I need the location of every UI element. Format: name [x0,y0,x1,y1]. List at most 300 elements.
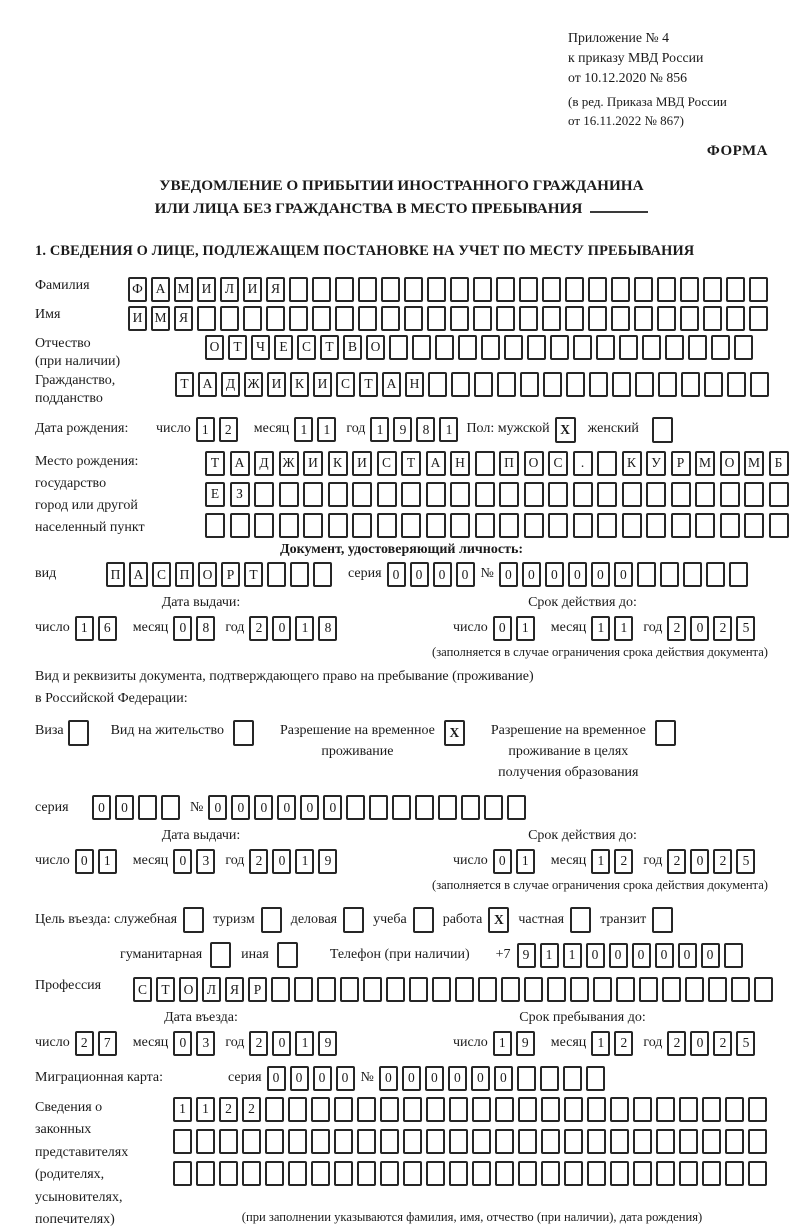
char-box [138,795,157,820]
char-box [357,1129,376,1154]
char-box: С [336,372,355,397]
char-box: 0 [387,562,406,587]
char-box [334,1129,353,1154]
stay-until-col [427,1009,768,1055]
char-box [403,1097,422,1122]
visa-group [35,720,89,746]
char-box [451,372,470,397]
char-box: С [377,451,397,476]
char-box [769,482,789,507]
char-box: О [205,335,224,360]
char-box [662,977,681,1002]
purpose-private-checkbox [570,907,591,933]
series-label: серия [228,1070,262,1086]
doc-expiry-col [427,594,768,660]
char-box [196,1129,215,1154]
char-box [671,482,691,507]
issue-date-heading: Дата выдачи: [161,595,241,611]
day-label: число [156,421,191,437]
char-box [685,977,704,1002]
char-box: 0 [701,943,720,968]
char-box: 5 [736,1031,755,1056]
char-box: 1 [196,1097,215,1122]
char-box: 0 [313,1066,332,1091]
char-box [769,513,789,538]
purpose-other-checkbox [277,942,298,968]
char-box: Ч [251,335,270,360]
char-box [358,277,377,302]
char-box [611,277,630,302]
char-box: Т [359,372,378,397]
char-box: 0 [323,795,342,820]
char-box [524,977,543,1002]
char-box [708,977,727,1002]
char-box [289,306,308,331]
char-box: 2 [219,417,238,442]
char-box: 0 [690,849,709,874]
tourism-label: туризм [213,912,255,928]
char-box [377,513,397,538]
char-box [744,513,764,538]
char-box [210,942,231,968]
char-box [610,1129,629,1154]
doc-issue-month [173,616,219,641]
char-box [727,372,746,397]
char-box [570,907,591,933]
char-box [499,513,519,538]
char-box: 2 [713,1031,732,1056]
char-box: 9 [318,849,337,874]
study-label: учеба [373,912,407,928]
char-box: 0 [267,1066,286,1091]
char-box [219,1161,238,1186]
char-box: 0 [632,943,651,968]
appendix-line: от 16.11.2022 № 867) [568,113,685,128]
char-box: 0 [75,849,94,874]
char-box [412,335,431,360]
char-box [358,306,377,331]
char-box [475,451,495,476]
char-box [381,277,400,302]
char-box: К [328,451,348,476]
valid-note: (заполняется в случае ограничения срока действия документа) [432,644,768,659]
char-box: О [366,335,385,360]
year-label: год [225,852,245,868]
char-box: 0 [471,1066,490,1091]
char-box [656,1161,675,1186]
char-box [596,335,615,360]
char-box [679,1097,698,1122]
permit-row [35,720,768,783]
char-box [665,335,684,360]
char-box: 0 [522,562,541,587]
profession-boxes [133,977,777,1002]
birth-date-row [35,417,768,443]
char-box: А [230,451,250,476]
char-box: 2 [614,849,633,874]
profession-row [35,977,768,1002]
char-box: А [382,372,401,397]
citizenship-boxes [175,372,773,397]
appendix-line: (в ред. Приказа МВД России [568,94,727,109]
char-box [334,1097,353,1122]
char-box [520,372,539,397]
birth-date-label: Дата рождения: [35,421,129,437]
day-label: число [453,1035,488,1051]
char-box [652,417,673,443]
char-box [473,277,492,302]
char-box: 0 [208,795,227,820]
char-box: Т [205,451,225,476]
char-box: И [128,306,147,331]
char-box: В [343,335,362,360]
entry-day [75,1031,121,1056]
month-label: месяц [550,1035,587,1051]
char-box: Б [769,451,789,476]
humanitarian-label: гуманитарная [120,947,203,963]
char-box [681,372,700,397]
char-box: 9 [516,1031,535,1056]
char-box [726,306,745,331]
char-box: X [555,417,576,443]
identity-doc-heading: Документ, удостоверяющий личность: [279,541,524,557]
char-box [610,1161,629,1186]
char-box [725,1161,744,1186]
number-label: № [190,799,204,815]
residence-permit-group [111,720,254,746]
char-box [312,306,331,331]
char-box [380,1097,399,1122]
char-box [726,277,745,302]
char-box [616,977,635,1002]
char-box [161,795,180,820]
char-box [564,1129,583,1154]
char-box [622,513,642,538]
char-box [173,1129,192,1154]
char-box: Т [401,451,421,476]
char-box: М [151,306,170,331]
appendix-line: от 10.12.2020 № 856 [568,70,688,85]
char-box [196,1161,215,1186]
char-box [403,1129,422,1154]
char-box: У [646,451,666,476]
char-box [317,977,336,1002]
char-box [450,277,469,302]
char-box [703,306,722,331]
char-box [754,977,773,1002]
sex-female-label: женский [587,421,639,437]
char-box: А [129,562,148,587]
char-box [401,482,421,507]
char-box: 0 [586,943,605,968]
phone-boxes [517,943,747,968]
identity-doc-row [35,562,768,587]
series-label: серия [348,566,382,582]
char-box: 1 [370,417,389,442]
doc-kind-boxes [106,562,336,587]
char-box: И [267,372,286,397]
char-box [518,1161,537,1186]
char-box [481,335,500,360]
char-box [542,277,561,302]
char-box [413,907,434,933]
birth-place-block [35,451,783,539]
char-box [450,482,470,507]
char-box: Т [320,335,339,360]
day-label: число [35,852,70,868]
birth-year-boxes [370,417,462,442]
valid-note: (заполняется в случае ограничения срока действия документа) [432,877,768,892]
char-box: 1 [493,1031,512,1056]
char-box [380,1161,399,1186]
name-label: Имя [35,306,61,322]
char-box [242,1129,261,1154]
migration-card-row [35,1066,768,1091]
char-box [688,335,707,360]
private-label: частная [518,912,565,928]
surname-boxes [128,277,772,302]
char-box: С [548,451,568,476]
char-box: 0 [402,1066,421,1091]
doc-expiry-year [667,616,759,641]
char-box: 2 [249,1031,268,1056]
char-box [380,1129,399,1154]
char-box: Я [225,977,244,1002]
doc-kind-label: вид [35,566,57,582]
char-box [731,977,750,1002]
transit-label: транзит [600,912,647,928]
doc-issue-year [249,616,341,641]
char-box [427,277,446,302]
char-box [335,277,354,302]
char-box [540,1066,559,1091]
migration-number-boxes [379,1066,609,1091]
page-title-line1: УВЕДОМЛЕНИЕ О ПРИБЫТИИ ИНОСТРАННОГО ГРАЖДАНИНА [159,176,644,194]
char-box [563,1066,582,1091]
char-box [426,1129,445,1154]
char-box [703,277,722,302]
char-box: И [303,451,323,476]
temp-residence-edu-group [491,720,676,783]
char-box [254,482,274,507]
patronymic-label: Отчество (при наличии) [35,335,121,370]
char-box [303,513,323,538]
char-box [543,372,562,397]
char-box: Я [266,277,285,302]
char-box [586,1066,605,1091]
char-box: 8 [318,616,337,641]
name-boxes [128,306,772,331]
char-box: С [133,977,152,1002]
resid-expiry-year [667,849,759,874]
representatives-boxes-2 [173,1129,771,1154]
char-box [612,372,631,397]
entry-month [173,1031,219,1056]
char-box: 1 [196,417,215,442]
char-box [729,562,748,587]
char-box [660,562,679,587]
char-box [597,513,617,538]
char-box [472,1097,491,1122]
char-box [455,977,474,1002]
char-box [294,977,313,1002]
char-box [748,1129,767,1154]
number-label: № [480,566,494,582]
char-box: О [179,977,198,1002]
char-box [517,1066,536,1091]
char-box [749,277,768,302]
char-box [725,1129,744,1154]
char-box [472,1161,491,1186]
resid-issue-year [249,849,341,874]
char-box [656,1097,675,1122]
char-box: П [175,562,194,587]
char-box [449,1129,468,1154]
char-box: П [499,451,519,476]
char-box [340,977,359,1002]
char-box [261,907,282,933]
char-box [695,482,715,507]
char-box [679,1161,698,1186]
char-box: С [152,562,171,587]
resid-series-boxes [92,795,184,820]
char-box [458,335,477,360]
char-box: М [744,451,764,476]
sex-male-checkbox [555,417,576,443]
char-box [527,335,546,360]
representatives-boxes-1 [173,1097,771,1122]
char-box [547,977,566,1002]
char-box: 1 [591,1031,610,1056]
char-box: 0 [690,616,709,641]
char-box: 0 [690,1031,709,1056]
char-box [472,1129,491,1154]
char-box [389,335,408,360]
doc-issue-col [35,594,427,660]
issue-date-heading: Дата выдачи: [161,828,241,844]
char-box: 2 [667,1031,686,1056]
resid-series-row [35,795,768,820]
char-box [519,306,538,331]
citizenship-row [35,372,768,409]
char-box: Ф [128,277,147,302]
char-box [702,1097,721,1122]
char-box [680,277,699,302]
char-box: 6 [98,616,117,641]
char-box: Е [274,335,293,360]
page-title [35,174,768,220]
char-box [496,306,515,331]
char-box [484,795,503,820]
appendix-line: Приложение № 4 [568,30,670,45]
entry-date-col [35,1009,427,1055]
char-box: О [198,562,217,587]
resid-issue-month [173,849,219,874]
char-box: 1 [563,943,582,968]
char-box [633,1161,652,1186]
char-box: 3 [196,849,215,874]
doc-expiry-day [493,616,539,641]
char-box [565,306,584,331]
year-label: год [643,1035,663,1051]
representatives-block [35,1097,768,1232]
char-box [720,513,740,538]
char-box [724,943,743,968]
purpose-tourism-checkbox [261,907,282,933]
char-box [518,1129,537,1154]
char-box [428,372,447,397]
char-box [597,482,617,507]
char-box: 2 [75,1031,94,1056]
char-box: С [297,335,316,360]
profession-label: Профессия [35,978,102,994]
char-box: 0 [272,1031,291,1056]
char-box [475,482,495,507]
char-box [597,451,617,476]
char-box: 0 [92,795,111,820]
char-box [573,482,593,507]
char-box [409,977,428,1002]
char-box [504,335,523,360]
phone-prefix: +7 [495,947,511,963]
month-label: месяц [550,619,587,635]
month-label: месяц [253,421,290,437]
resid-doc-line1: Вид и реквизиты документа, подтверждающего право на пребывание (проживание) [35,669,534,685]
char-box: 1 [75,616,94,641]
char-box [573,335,592,360]
char-box: X [444,720,465,746]
char-box: X [488,907,509,933]
char-box: 0 [499,562,518,587]
char-box: 2 [249,849,268,874]
entry-dates-row [35,1009,768,1055]
char-box [450,513,470,538]
char-box: Л [220,277,239,302]
char-box: 1 [540,943,559,968]
char-box [401,513,421,538]
char-box: М [695,451,715,476]
char-box: М [174,277,193,302]
char-box [265,1097,284,1122]
char-box: 0 [493,849,512,874]
char-box: А [198,372,217,397]
phone-label: Телефон (при наличии) [329,947,470,963]
char-box [449,1161,468,1186]
char-box [426,1097,445,1122]
year-label: год [346,421,366,437]
migration-series-boxes [267,1066,359,1091]
char-box: 0 [272,616,291,641]
char-box: 1 [98,849,117,874]
char-box: 0 [456,562,475,587]
char-box [271,977,290,1002]
day-label: число [453,852,488,868]
char-box: Т [175,372,194,397]
char-box: 8 [196,616,215,641]
valid-until-heading: Срок действия до: [528,828,637,844]
char-box [254,513,274,538]
citizenship-label: Гражданство, подданство [35,372,116,407]
doc-issue-day [75,616,121,641]
char-box [449,1097,468,1122]
birth-place-label: Место рождения: государство город или другой населенный пункт [35,453,145,535]
work-label: работа [442,912,483,928]
char-box: 1 [295,616,314,641]
char-box: 0 [410,562,429,587]
char-box: И [197,277,216,302]
stay-day [493,1031,539,1056]
char-box [369,795,388,820]
